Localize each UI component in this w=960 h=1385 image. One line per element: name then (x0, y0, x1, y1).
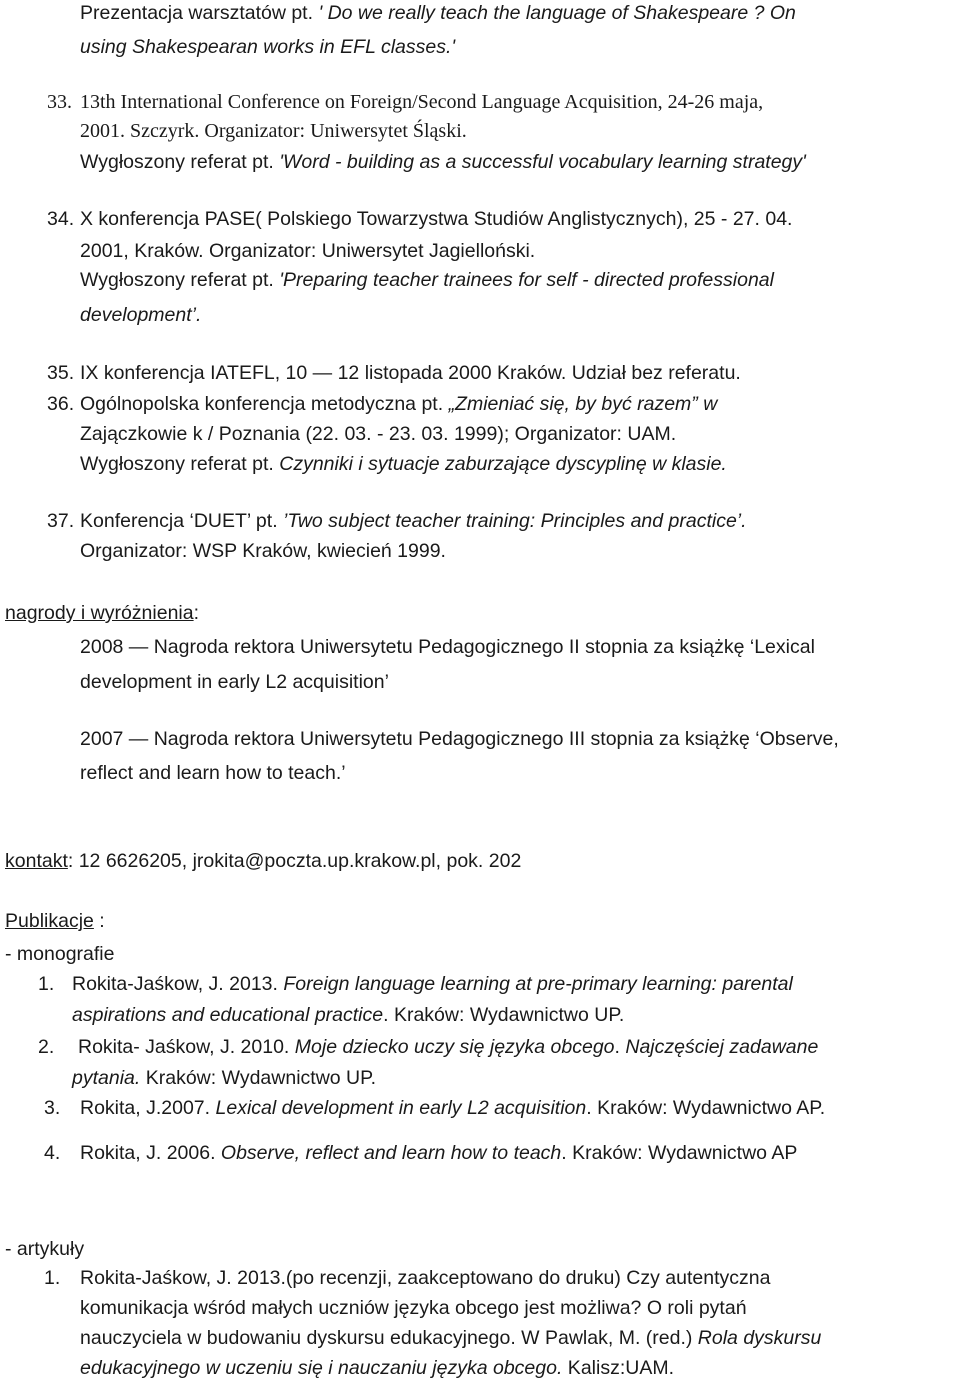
monograph-3-author: Rokita, J.2007. (80, 1097, 216, 1119)
publications-heading-label: Publikacje (5, 910, 94, 932)
entry-37-number: 37. (47, 510, 75, 532)
entry-35-number: 35. (47, 362, 75, 384)
article-1-line-2: komunikacja wśród małych uczniów języka obcego jest możliwa? O roli pytań (80, 1297, 747, 1319)
entry-35-line-1: IX konferencja IATEFL, 10 — 12 listopada 2000 Kraków. Udział bez referatu. (80, 362, 741, 384)
monograph-4-line-1 (80, 1142, 797, 1164)
entry-36-line-1 (80, 393, 717, 415)
workshop-line-2: using Shakespearan works in EFL classes.' (80, 36, 456, 58)
awards-heading (5, 602, 199, 624)
monograph-2-number: 2. (38, 1036, 55, 1058)
monograph-3-title: Lexical development in early L2 acquisition (215, 1097, 587, 1119)
publications-heading (5, 910, 105, 932)
monograph-4-number: 4. (44, 1142, 61, 1164)
monograph-1-line-1 (72, 973, 793, 995)
award-2008-line-1: 2008 — Nagroda rektora Uniwersytetu Pedagogicznego II stopnia za książkę ‘Lexical (80, 636, 815, 658)
entry-33-number: 33. (47, 91, 72, 113)
entry-36-line-2: Zajączkowie k / Poznania (22. 03. - 23. 03. 1999); Organizator: UAM. (80, 423, 677, 445)
monograph-4-author: Rokita, J. 2006. (80, 1142, 221, 1164)
monograph-4-title: Observe, reflect and learn how to teach (220, 1142, 562, 1164)
monograph-3-publisher: . Kraków: Wydawnictwo AP. (586, 1097, 826, 1119)
entry-37-talk-title: ’Two subject teacher training: Principles and practice’. (283, 510, 747, 532)
contact-line (5, 850, 521, 872)
monograph-2-title: Moje dziecko uczy się języka obcego (294, 1036, 615, 1058)
monograph-2-line-1 (78, 1036, 818, 1058)
entry-34-talk-title: 'Preparing teacher trainees for self - directed professional (279, 269, 774, 291)
entry-34-line-2: 2001, Kraków. Organizator: Uniwersytet Jagielloński. (80, 240, 536, 262)
monograph-1-number: 1. (38, 973, 55, 995)
monograph-2-line-2 (72, 1067, 376, 1089)
entry-36-line-3 (80, 453, 727, 475)
entry-36-conference-title: „Zmieniać się, by być razem” w (448, 393, 718, 415)
entry-36-talk-title: Czynniki i sytuacje zaburzające dyscyplinę w klasie. (279, 453, 727, 475)
monograph-4-publisher: . Kraków: Wydawnictwo AP (561, 1142, 798, 1164)
entry-34-number: 34. (47, 208, 75, 230)
monograph-2-publisher: Kraków: Wydawnictwo UP. (140, 1067, 377, 1089)
monograph-2-subtitle-cont: pytania. (72, 1067, 141, 1089)
awards-heading-label: nagrody i wyróżnienia (5, 602, 194, 624)
article-1-publisher: Kalisz:UAM. (562, 1357, 674, 1379)
workshop-prefix: Prezentacja warsztatów pt. (80, 2, 319, 24)
entry-34-line-1: X konferencja PASE( Polskiego Towarzystwa Studiów Anglistycznych), 25 - 27. 04. (80, 208, 793, 230)
monograph-2-separator: . (614, 1036, 626, 1058)
article-1-line-3 (80, 1327, 821, 1349)
entry-37-line-2: Organizator: WSP Kraków, kwiecień 1999. (80, 540, 446, 562)
award-2007-line-1: 2007 — Nagroda rektora Uniwersytetu Pedagogicznego III stopnia za książkę ‘Observe, (80, 728, 839, 750)
award-2007-line-2: reflect and learn how to teach.’ (80, 762, 346, 784)
workshop-title: ' Do we really teach the language of Shakespeare ? On (318, 2, 796, 24)
monograph-3-line-1 (80, 1097, 825, 1119)
monograph-1-title-cont: aspirations and educational practice (72, 1004, 384, 1026)
publications-heading-colon: : (93, 910, 105, 932)
monograph-2-author: Rokita- Jaśkow, J. 2010. (78, 1036, 295, 1058)
article-1-book-title-cont: edukacyjnego w uczeniu się i nauczaniu języka obcego. (80, 1357, 563, 1379)
monograph-1-line-2 (72, 1004, 624, 1026)
awards-heading-colon: : (193, 602, 200, 624)
article-1-book-title: Rola dyskursu (697, 1327, 822, 1349)
artykuly-label: - artykuły (5, 1238, 85, 1260)
monografie-label: - monografie (5, 943, 115, 965)
entry-33-talk-title: 'Word - building as a successful vocabulary learning strategy' (279, 151, 806, 173)
entry-36-prefix: Ogólnopolska konferencja metodyczna pt. (80, 393, 449, 415)
entry-33-line-3 (80, 151, 806, 173)
entry-34-line-3 (80, 269, 774, 291)
contact-label: kontakt (5, 850, 68, 872)
article-1-line-4 (80, 1357, 674, 1379)
monograph-1-author: Rokita-Jaśkow, J. 2013. (72, 973, 284, 995)
entry-34-talk-prefix: Wygłoszony referat pt. (80, 269, 280, 291)
entry-36-number: 36. (47, 393, 75, 415)
entry-36-talk-prefix: Wygłoszony referat pt. (80, 453, 280, 475)
monograph-2-subtitle: Najczęściej zadawane (625, 1036, 819, 1058)
article-1-line-1: Rokita-Jaśkow, J. 2013.(po recenzji, zaakceptowano do druku) Czy autentyczna (80, 1267, 771, 1289)
article-1-number: 1. (44, 1267, 61, 1289)
monograph-3-number: 3. (44, 1097, 61, 1119)
award-2008-line-2: development in early L2 acquisition’ (80, 671, 389, 693)
workshop-line-1 (80, 2, 796, 24)
entry-37-line-1 (80, 510, 747, 532)
monograph-1-title: Foreign language learning at pre-primary learning: parental (283, 973, 793, 995)
entry-33-line-2: 2001. Szczyrk. Organizator: Uniwersytet Śląski. (80, 120, 467, 142)
entry-37-prefix: Konferencja ‘DUET’ pt. (80, 510, 284, 532)
contact-value: : 12 6626205, jrokita@poczta.up.krakow.pl, pok. 202 (67, 850, 522, 872)
entry-33-line-1: 13th International Conference on Foreign/Second Language Acquisition, 24-26 maja, (80, 91, 764, 113)
article-1-text: nauczyciela w budowaniu dyskursu edukacyjnego. W Pawlak, M. (red.) (80, 1327, 698, 1349)
entry-33-talk-prefix: Wygłoszony referat pt. (80, 151, 280, 173)
entry-34-line-4: development’. (80, 304, 202, 326)
monograph-1-publisher: . Kraków: Wydawnictwo UP. (383, 1004, 625, 1026)
